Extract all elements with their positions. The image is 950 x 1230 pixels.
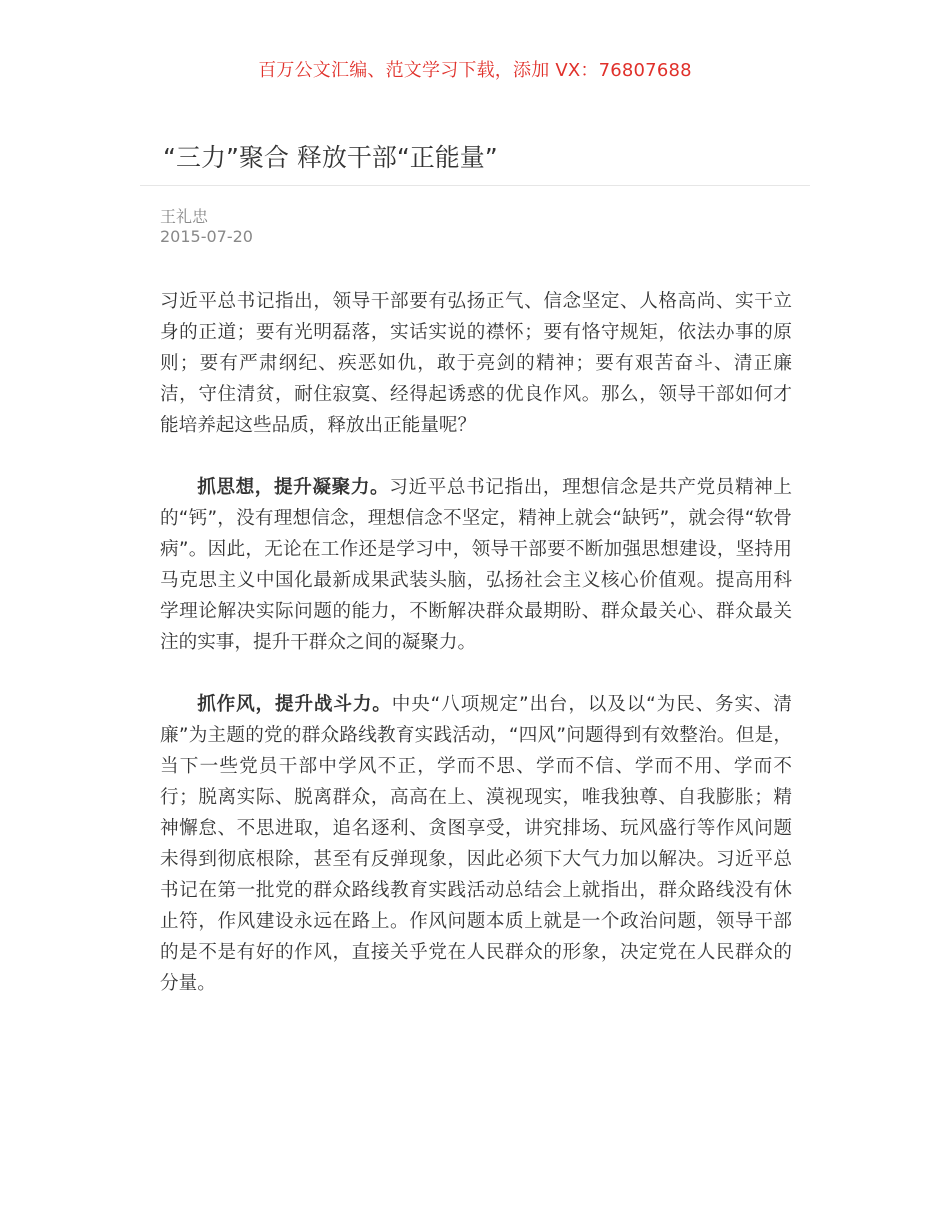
section-body-thought: 习近平总书记指出，理想信念是共产党员精神上的“钙”，没有理想信念，理想信念不坚定，精神上就会“缺钙”，就会得“软骨病”。因此，无论在工作还是学习中，领导干部要不断加强思想建设，坚持用马克思主义中国化最新成果武装头脑，弘扬社会主义核心价值观。提高用科学理论解决实际问题的能力，不断解决群众最期盼、群众最关心、群众最关注的实事，提升干群众之间的凝聚力。: [160, 477, 792, 653]
article-date: 2015-07-20: [160, 227, 253, 246]
section-paragraph-thought: [160, 472, 792, 658]
section-heading-thought: 抓思想，提升凝聚力。: [197, 477, 390, 498]
section-body-style: 中央“八项规定”出台，以及以“为民、务实、清廉”为主题的党的群众路线教育实践活动，“四风”问题得到有效整治。但是，当下一些党员干部中学风不正，学而不思、学而不信、学而不用、学而不行；脱离实际、脱离群众，高高在上、漠视现实，唯我独尊、自我膨胀；精神懈怠、不思进取，追名逐利、贪图享受，讲究排场、玩风盛行等作风问题未得到彻底根除，甚至有反弹现象，因此必须下大气力加以解决。习近平总书记在第一批党的群众路线教育实践活动总结会上就指出，群众路线没有休止符，作风建设永远在路上。作风问题本质上就是一个政治问题，领导干部的是不是有好的作风，直接关乎党在人民群众的形象，决定党在人民群众的分量。: [160, 694, 792, 994]
title-divider: [140, 185, 810, 186]
intro-paragraph: 习近平总书记指出，领导干部要有弘扬正气、信念坚定、人格高尚、实干立身的正道；要有光明磊落，实话实说的襟怀；要有恪守规矩，依法办事的原则；要有严肃纲纪、疾恶如仇，敢于亮剑的精神；要有艰苦奋斗、清正廉洁，守住清贫，耐住寂寞、经得起诱惑的优良作风。那么，领导干部如何才能培养起这些品质，释放出正能量呢？: [160, 291, 792, 436]
article-body: [160, 286, 792, 1030]
download-banner: 百万公文汇编、范文学习下载，添加 VX：76807688: [258, 60, 692, 81]
article-author: 王礼忠: [160, 207, 209, 226]
section-heading-style: 抓作风，提升战斗力。: [197, 694, 392, 715]
section-paragraph-style: [160, 689, 792, 999]
article-title: “三力”聚合 释放干部“正能量”: [163, 143, 498, 172]
